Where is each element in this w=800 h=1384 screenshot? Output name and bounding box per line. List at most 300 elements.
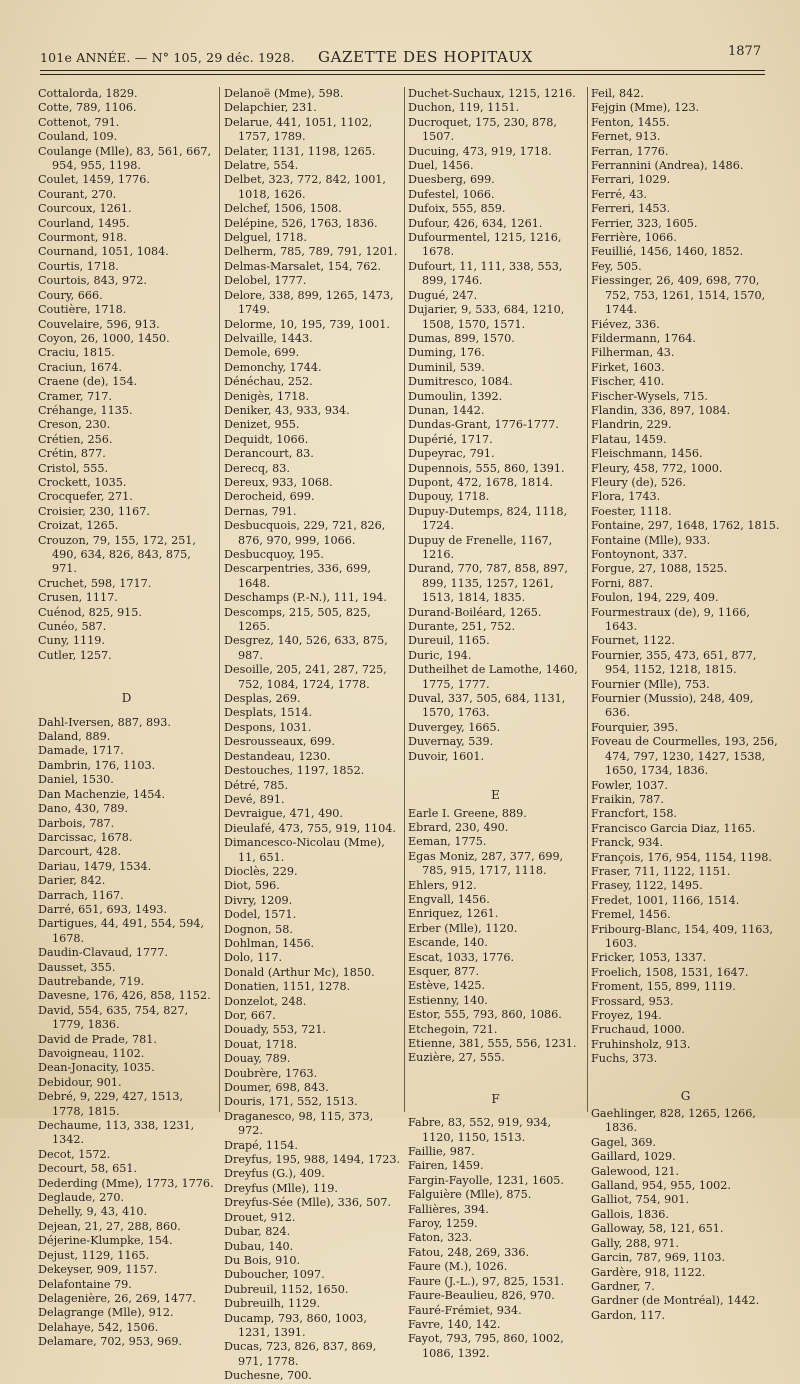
index-entry: Galliot, 754, 901. [591,1193,690,1207]
index-entry: Dean-Jonacity, 1035. [38,1061,155,1075]
index-entry: Fatou, 248, 269, 336. [408,1245,530,1259]
index-entry: Engvall, 1456. [408,892,490,906]
index-entry: Debré, 9, 229, 427, 1513, 1778, 1815. [38,1090,184,1118]
index-entry: Gardère, 918, 1122. [591,1265,706,1279]
index-entry: Dehelly, 9, 43, 410. [38,1205,148,1219]
index-entry: Gallois, 1836. [591,1207,669,1221]
index-entry: Dufourmentel, 1215, 1216, 1678. [408,231,562,259]
index-entry: Déjerine-Klumpke, 154. [38,1234,173,1248]
index-entry: Forgue, 27, 1088, 1525. [591,562,728,576]
index-entry: Ferré, 43. [591,187,647,201]
index-entry: Croizat, 1265. [38,519,119,533]
index-entry-list [224,87,401,1384]
index-entry: Desoille, 205, 241, 287, 725, 752, 1084, 1724, 1778. [224,663,387,691]
index-entry: Courmont, 918. [38,231,127,245]
index-entry: Douady, 553, 721. [224,1023,327,1037]
index-entry: Galland, 954, 955, 1002. [591,1179,731,1193]
index-entry: Franck, 934. [591,836,664,850]
index-entry: Froyez, 194. [591,1009,662,1022]
index-entry: Duchon, 119, 1151. [408,101,520,115]
index-entry: Dognon, 58. [224,922,293,936]
index-entry: Fribourg-Blanc, 154, 409, 1163, 1603. [591,922,774,950]
index-entry: Desbucquoy, 195. [224,548,324,561]
index-entry: Crétien, 256. [38,432,113,446]
index-entry: Dejust, 1129, 1165. [38,1248,150,1262]
index-entry: Froment, 155, 899, 1119. [591,980,736,994]
index-entry: Delamare, 702, 953, 969. [38,1335,183,1349]
index-entry: Dano, 430, 789. [38,802,129,816]
index-entry: Dreyfus (Mlle), 119. [224,1181,338,1195]
index-columns [38,87,780,1383]
index-entry: Ducuing, 473, 919, 1718. [408,144,552,158]
index-entry: Courtois, 843, 972. [38,274,147,288]
index-entry: Dufour, 426, 634, 1261. [408,216,543,230]
section-spacer [38,663,216,691]
index-entry: Firket, 1603. [591,360,665,374]
index-entry: Gaillard, 1029. [591,1150,676,1164]
index-entry: Galewood, 121. [591,1164,680,1178]
index-entry: Dreyfus, 195, 988, 1494, 1723. [224,1153,401,1167]
index-entry: Cutler, 1257. [38,648,112,662]
index-entry: Dundas-Grant, 1776-1777. [408,418,559,432]
index-entry: Flandin, 336, 897, 1084. [591,403,731,417]
index-entry: Estienny, 140. [408,993,488,1007]
index-entry: Dan Machenzie, 1454. [38,787,166,801]
index-entry: Dimancesco-Nicolau (Mme), 11, 651. [224,836,385,864]
index-entry: Darier, 842. [38,874,106,888]
index-entry: Cramer, 717. [38,389,112,403]
index-entry: Delahaye, 542, 1506. [38,1320,159,1334]
index-entry: Dunan, 1442. [408,403,485,417]
index-entry: Crusen, 1117. [38,591,118,605]
index-entry: Dufoix, 555, 859. [408,202,506,216]
index-entry: Dautrebande, 719. [38,974,145,988]
index-entry: Faure (M.), 1026. [408,1260,508,1274]
index-entry: Falguière (Mlle), 875. [408,1188,532,1202]
index-entry: Fruchaud, 1000. [591,1023,685,1037]
index-entry: Dohlman, 1456. [224,936,315,950]
index-entry: Despons, 1031. [224,720,312,734]
index-entry: Derancourt, 83. [224,447,314,461]
index-entry: Fleischmann, 1456. [591,447,703,461]
index-entry: Fleury, 458, 772, 1000. [591,461,723,475]
index-entry: David, 554, 635, 754, 827, 1779, 1836. [38,1003,189,1032]
index-entry: Daniel, 1530. [38,773,114,787]
index-entry: Dereux, 933, 1068. [224,475,333,489]
index-entry: Denigès, 1718. [224,389,310,403]
index-entry: Creson, 230. [38,418,111,432]
index-entry-list [408,807,584,1066]
index-entry: Faure-Beaulieu, 826, 970. [408,1289,555,1303]
index-entry: Deglaude, 270. [38,1191,125,1205]
index-entry: Ferrier, 323, 1605. [591,216,698,230]
index-entry: Fildermann, 1764. [591,331,696,345]
index-entry: Couland, 109. [38,130,118,144]
index-entry: Dubar, 824. [224,1225,291,1239]
index-entry: Coury, 666. [38,288,103,302]
section-letter-f: F [491,1091,501,1106]
section-letter-g: G [680,1088,692,1103]
index-entry: Destouches, 1197, 1852. [224,764,365,778]
index-entry: Fairen, 1459. [408,1159,484,1173]
index-entry: Fontoynont, 337. [591,548,688,561]
index-entry: David de Prade, 781. [38,1032,157,1046]
index-entry: Dumoulin, 1392. [408,389,503,403]
index-entry: Delarue, 441, 1051, 1102, 1757, 1789. [224,115,373,144]
index-entry: Faure (J.-L.), 97, 825, 1531. [408,1274,565,1288]
index-entry: Dupouy, 1718. [408,490,490,504]
index-entry: Erber (Mlle), 1120. [408,921,518,935]
index-entry: Dioclès, 229. [224,864,298,878]
index-entry: Fowler, 1037. [591,778,668,792]
index-entry: Escande, 140. [408,936,488,950]
index-entry: Delguel, 1718. [224,231,307,245]
index-entry: Delapchier, 231. [224,101,317,115]
index-entry: Crockett, 1035. [38,475,127,489]
index-entry: Deniker, 43, 933, 934. [224,403,350,417]
column-divider [587,87,588,1112]
index-entry: Desbucquois, 229, 721, 826, 876, 970, 999, 1066. [224,519,386,547]
index-entry: Duchesne, 700. [224,1369,312,1383]
index-entry: Delorme, 10, 195, 739, 1001. [224,317,390,331]
index-entry: Dutheilhet de Lamothe, 1460, 1775, 1777. [408,663,578,691]
index-entry-list [408,87,584,764]
index-entry: Delagrange (Mlle), 912. [38,1306,174,1320]
index-entry: Feil, 842. [591,87,644,100]
index-entry: Duvernay, 539. [408,735,494,749]
index-entry: Douay, 789. [224,1052,291,1066]
index-entry: Fiessinger, 26, 409, 698, 770, 752, 753, 1261, 1514, 1570, 1744. [591,274,766,317]
index-entry: Cottalorda, 1829. [38,87,138,100]
index-entry: Diot, 596. [224,879,280,893]
index-entry: Devraigue, 471, 490. [224,807,343,821]
index-column-3 [408,87,584,1360]
index-entry: Détré, 785. [224,778,289,792]
index-entry: Earle I. Greene, 889. [408,806,527,820]
index-entry: Delagenière, 26, 269, 1477. [38,1291,196,1305]
index-entry: Craene (de), 154. [38,375,138,389]
index-entry: Couvelaire, 596, 913. [38,317,160,331]
index-entry: Donatien, 1151, 1278. [224,980,351,994]
index-entry: Cuny, 1119. [38,634,105,648]
index-entry: Fernet, 913. [591,130,661,144]
index-entry: Dénéchau, 252. [224,375,313,389]
index-entry: Croisier, 230, 1167. [38,504,150,518]
index-entry: Estor, 555, 793, 860, 1086. [408,1008,562,1022]
index-entry: Gardon, 117. [591,1308,666,1322]
index-entry: Frasey, 1122, 1495. [591,879,703,893]
index-entry: Fournier, 355, 473, 651, 877, 954, 1152, 1218, 1815. [591,648,757,677]
index-entry: Dujarier, 9, 533, 684, 1210, 1508, 1570, 1571. [408,303,565,331]
index-entry: Donzelot, 248. [224,994,307,1008]
index-entry: Drouet, 912. [224,1210,296,1224]
index-entry: Garcin, 787, 969, 1103. [591,1251,726,1265]
index-entry: Dieulafé, 473, 755, 919, 1104. [224,821,396,835]
index-entry: Delherm, 785, 789, 791, 1201. [224,245,398,259]
index-entry: Fey, 505. [591,259,642,273]
index-entry: Ehlers, 912. [408,878,477,892]
index-entry: Delmas-Marsalet, 154, 762. [224,259,382,273]
index-entry: Flatau, 1459. [591,432,667,446]
index-entry: Durante, 251, 752. [408,620,516,634]
index-entry: Ferrannini (Andrea), 1486. [591,159,744,173]
index-entry: Fournier (Mlle), 753. [591,677,710,691]
index-entry: Courant, 270. [38,187,117,201]
index-entry: Dausset, 355. [38,960,116,974]
index-entry: Dreyfus-Sée (Mlle), 336, 507. [224,1196,392,1210]
index-entry: Ferrière, 1066. [591,231,677,245]
index-entry: Delobel, 1777. [224,274,307,288]
header-rule-thick [40,70,765,71]
index-entry: Daland, 889. [38,730,111,744]
index-entry: Dufourt, 11, 111, 338, 553, 899, 1746. [408,259,563,288]
index-entry-list [38,87,216,663]
index-entry: Ducroquet, 175, 230, 878, 1507. [408,115,557,144]
index-entry: Cotte, 789, 1106. [38,101,137,115]
index-entry: Dor, 667. [224,1009,276,1022]
issue-line: 101e ANNÉE. — N° 105, 29 déc. 1928. [40,50,295,65]
index-entry: Dumitresco, 1084. [408,375,513,389]
index-entry-list [38,716,216,1350]
index-entry: Cuénod, 825, 915. [38,605,142,619]
index-entry: Dahl-Iversen, 887, 893. [38,715,171,729]
index-entry: Decourt, 58, 651. [38,1162,138,1176]
index-entry: Daudin-Clavaud, 1777. [38,946,168,960]
index-entry: Froelich, 1508, 1531, 1647. [591,965,749,979]
index-entry: Cunéo, 587. [38,620,107,634]
index-entry: Euzière, 27, 555. [408,1051,505,1065]
index-entry: Filherman, 43. [591,346,675,360]
index-entry: Courland, 1495. [38,216,130,230]
index-entry: Enriquez, 1261. [408,907,499,921]
index-entry: Delchef, 1506, 1508. [224,202,342,216]
index-entry: Derecq, 83. [224,461,290,475]
index-entry: Douat, 1718. [224,1037,298,1051]
index-entry: Darré, 651, 693, 1493. [38,902,168,916]
section-spacer [408,764,584,788]
index-entry: Dekeyser, 909, 1157. [38,1263,158,1277]
index-entry: Foveau de Courmelles, 193, 256, 474, 797, 1230, 1427, 1538, 1650, 1734, 1836. [591,735,778,778]
index-entry: Darbois, 787. [38,816,115,830]
index-entry: Fleury (de), 526. [591,475,686,489]
index-entry: Eeman, 1775. [408,835,487,849]
index-entry: Divry, 1209. [224,893,293,907]
index-entry: Duric, 194. [408,648,472,662]
index-entry: Dreyfus (G.), 409. [224,1167,325,1181]
index-entry: Fourmestraux (de), 9, 1166, 1643. [591,605,750,634]
index-entry: Ferrari, 1029. [591,173,671,187]
index-entry: Fiévez, 336. [591,317,660,331]
index-entry: Descarpentries, 336, 699, 1648. [224,562,371,590]
index-entry: Draganesco, 98, 115, 373, 972. [224,1109,374,1138]
index-entry: Duming, 176. [408,346,485,360]
index-entry: Durand-Boiléard, 1265. [408,605,542,619]
index-entry: Crouzon, 79, 155, 172, 251, 490, 634, 826, 843, 875, 971. [38,533,196,576]
index-entry: Duvergey, 1665. [408,720,501,734]
index-entry: Dupuy-Dutemps, 824, 1118, 1724. [408,504,568,533]
index-entry: Dernas, 791. [224,504,297,518]
index-entry: Dupérié, 1717. [408,432,493,446]
index-entry: Du Bois, 910. [224,1253,301,1267]
page-header [0,0,800,80]
index-entry: Fayot, 793, 795, 860, 1002, 1086, 1392. [408,1332,564,1360]
index-entry: Ferreri, 1453. [591,202,671,216]
index-entry: Coulange (Mlle), 83, 561, 667, 954, 955, 1198. [38,144,212,173]
index-entry: Debidour, 901. [38,1075,122,1089]
index-entry: Duminil, 539. [408,360,485,374]
index-entry: Gaehlinger, 828, 1265, 1266, 1836. [591,1107,756,1135]
index-entry: Francfort, 158. [591,807,677,821]
index-entry: Etchegoin, 721. [408,1022,498,1036]
index-entry: Duval, 337, 505, 684, 1131, 1570, 1763. [408,692,566,720]
section-letter-e: E [491,788,501,803]
index-entry: Cristol, 555. [38,461,109,475]
index-entry: Durand, 770, 787, 858, 897, 899, 1135, 1257, 1261, 1513, 1814, 1835. [408,562,568,605]
index-entry: Fabre, 83, 552, 919, 934, 1120, 1150, 1513. [408,1116,552,1144]
index-entry: Forni, 887. [591,576,654,590]
index-entry: Coutière, 1718. [38,303,127,317]
index-entry: Delore, 338, 899, 1265, 1473, 1749. [224,288,394,317]
index-entry: Descomps, 215, 505, 825, 1265. [224,605,371,634]
index-entry: Cruchet, 598, 1717. [38,576,152,590]
index-entry: Coyon, 26, 1000, 1450. [38,331,170,345]
index-entry: Crétin, 877. [38,447,106,461]
index-entry: Dubreuilh, 1129. [224,1297,321,1311]
index-entry: Dodel, 1571. [224,908,297,922]
section-spacer [38,706,216,716]
index-entry: Fischer, 410. [591,375,665,389]
index-entry: Decot, 1572. [38,1147,111,1161]
index-entry: Fejgin (Mme), 123. [591,101,700,115]
index-entry: Devé, 891. [224,792,285,806]
index-entry: Flandrin, 229. [591,418,672,432]
index-entry: Foester, 1118. [591,504,672,518]
index-entry: Crocquefer, 271. [38,490,133,504]
index-entry: Desgrez, 140, 526, 633, 875, 987. [224,634,388,662]
index-entry: Feuillié, 1456, 1460, 1852. [591,245,744,259]
index-entry: Faroy, 1259. [408,1217,478,1231]
index-entry-list [591,1107,781,1323]
index-entry: Coulet, 1459, 1776. [38,173,150,187]
index-column-4 [591,87,781,1322]
index-entry: Cournand, 1051, 1084. [38,245,169,259]
index-entry: Dubreuil, 1152, 1650. [224,1282,349,1296]
page-number: 1877 [728,44,762,59]
index-entry: Gally, 288, 971. [591,1236,680,1250]
index-entry: Fallières, 394. [408,1202,489,1216]
index-entry: Duel, 1456. [408,159,474,173]
index-entry: Ferran, 1776. [591,144,669,158]
index-entry: Fournier (Mussio), 248, 409, 636. [591,692,754,720]
index-entry: Davesne, 176, 426, 858, 1152. [38,989,211,1003]
index-entry: Davoigneau, 1102. [38,1047,145,1060]
index-entry: Dubau, 140. [224,1239,294,1253]
index-entry: Denizet, 955. [224,418,300,432]
index-entry: Fremel, 1456. [591,908,671,922]
index-entry: Egas Moniz, 287, 377, 699, 785, 915, 1717, 1118. [408,849,564,878]
index-entry: François, 176, 954, 1154, 1198. [591,850,772,864]
index-entry: Delanoë (Mme), 598. [224,87,344,100]
index-entry: Fauré-Frémiet, 934. [408,1303,522,1317]
index-entry: Demole, 699. [224,346,300,360]
index-entry: Doubrère, 1763. [224,1066,318,1080]
index-entry: Duesberg, 699. [408,173,495,187]
index-entry: Fenton, 1455. [591,115,670,129]
index-entry: Dupont, 472, 1678, 1814. [408,475,553,489]
index-entry: Ducas, 723, 826, 837, 869, 971, 1778. [224,1340,377,1368]
index-entry: Dartigues, 44, 491, 554, 594, 1678. [38,917,205,945]
index-entry: Doumer, 698, 843. [224,1081,329,1095]
index-entry: Ducamp, 793, 860, 1003, 1231, 1391. [224,1311,367,1339]
index-entry: Courtis, 1718. [38,259,119,273]
index-entry: Dechaume, 113, 338, 1231, 1342. [38,1119,195,1147]
index-entry: Dariau, 1479, 1534. [38,859,152,873]
index-entry: Dolo, 117. [224,951,283,965]
index-entry: Delvaille, 1443. [224,331,313,345]
index-entry: Escat, 1033, 1776. [408,950,515,964]
index-entry: Donald (Arthur Mc), 1850. [224,965,375,979]
index-entry: Dupuy de Frenelle, 1167, 1216. [408,533,553,561]
index-entry: Dugué, 247. [408,288,478,302]
index-entry: Craciun, 1674. [38,360,122,374]
index-entry: Dumas, 899, 1570. [408,331,515,345]
index-entry: Darrach, 1167. [38,888,124,902]
header-rule-thin [40,74,765,75]
index-entry: Duboucher, 1097. [224,1268,325,1282]
index-entry: Douris, 171, 552, 1513. [224,1095,358,1109]
index-entry: Delatre, 554. [224,159,299,173]
index-entry: Desplats, 1514. [224,706,313,720]
index-entry: Etienne, 381, 555, 556, 1231. [408,1037,577,1050]
index-column-1 [38,87,216,1349]
index-entry: Foulon, 194, 229, 409. [591,591,719,605]
index-entry: Frossard, 953. [591,994,674,1008]
journal-title: GAZETTE DES HOPITAUX [318,48,533,66]
column-divider [219,87,220,1112]
index-entry: Dejean, 21, 27, 288, 860. [38,1219,181,1233]
index-entry: Faton, 323. [408,1231,473,1245]
index-entry: Fournet, 1122. [591,634,675,648]
index-entry: Créhange, 1135. [38,403,133,417]
index-entry: Fricker, 1053, 1337. [591,951,707,965]
section-letter-d: D [121,691,133,706]
index-entry: Dambrin, 176, 1103. [38,758,156,772]
index-entry: Gardner, 7. [591,1279,655,1293]
index-entry: Gardner (de Montréal), 1442. [591,1294,760,1308]
section-spacer [591,1067,781,1089]
index-entry: Fontaine, 297, 1648, 1762, 1815. [591,519,780,533]
index-entry: Flora, 1743. [591,490,661,504]
index-entry: Fourquier, 395. [591,720,679,734]
section-spacer [408,1066,584,1092]
index-entry: Dupeyrac, 791. [408,447,495,461]
index-entry: Fredet, 1001, 1166, 1514. [591,893,740,907]
index-entry-list [591,87,781,1067]
index-entry: Desrousseaux, 699. [224,735,335,749]
index-entry: Drapé, 1154. [224,1138,298,1152]
index-entry: Demonchy, 1744. [224,360,322,374]
index-entry: Fraser, 711, 1122, 1151. [591,864,731,878]
index-entry: Fruhinsholz, 913. [591,1037,691,1051]
index-entry: Dureuil, 1165. [408,634,490,648]
index-entry: Estève, 1425. [408,979,486,993]
index-entry: Darcissac, 1678. [38,830,133,844]
index-entry: Duchet-Suchaux, 1215, 1216. [408,87,576,100]
index-entry: Faillie, 987. [408,1145,475,1159]
index-entry: Gagel, 369. [591,1135,656,1149]
index-entry: Dequidt, 1066. [224,432,309,446]
index-entry: Deschamps (P.-N.), 111, 194. [224,591,387,605]
